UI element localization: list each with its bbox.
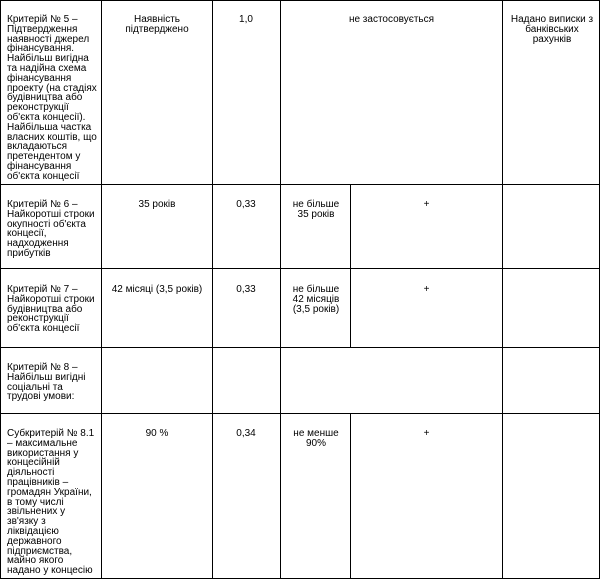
criterion-5-text: Критерій № 5 – Підтвердження наявності джерел фінансування. Найбільш вигідна та надійна схема фінансування проекту (на стадіях будівництва або реконструкції об'єкта концесії). Найбільша частка власних коштів, що вкладаються претендентом у фінансування об'єкта концесії <box>7 14 97 182</box>
subcriterion-8-1-weight: 0,34 <box>236 428 256 439</box>
criterion-7-offer: 42 місяці (3,5 років) <box>111 284 203 295</box>
criterion-6-offer: 35 років <box>138 199 176 210</box>
subcriterion-8-1-text: Субкритерій № 8.1 – максимальне використання у концесійній діяльності працівників – громадян України, в тому числі звільнених у зв'язку з ліквідацією державного підприємства, майно якого надано у концесію <box>7 428 95 577</box>
criterion-8-text: Критерій № 8 – Найбільш вигідні соціальні та трудові умови: <box>7 362 86 403</box>
criterion-6-weight: 0,33 <box>236 199 256 210</box>
criterion-5-remark: Надано виписки з банківських рахунків <box>510 14 594 45</box>
criterion-6-mark: + <box>423 199 430 210</box>
criterion-5-offer: Наявність підтверджено <box>125 14 189 35</box>
criterion-7-mark: + <box>423 284 430 295</box>
criterion-5-note: не застосовується <box>348 14 435 25</box>
criterion-7-limit: не більше 42 місяців (3,5 років) <box>292 284 340 315</box>
criterion-5-weight: 1,0 <box>239 14 253 25</box>
criterion-6-text: Критерій № 6 – Найкоротші строки окупності об'єкта концесії, надходження прибутків <box>7 199 95 259</box>
criterion-7-text: Критерій № 7 – Найкоротші строки будівництва або реконструкції об'єкта концесії <box>7 284 95 335</box>
criterion-7-weight: 0,33 <box>236 284 256 295</box>
criterion-6-limit: не більше 35 років <box>292 199 340 220</box>
subcriterion-8-1-limit: не менше 90% <box>293 428 339 449</box>
subcriterion-8-1-offer: 90 % <box>145 428 169 439</box>
subcriterion-8-1-mark: + <box>423 428 430 439</box>
